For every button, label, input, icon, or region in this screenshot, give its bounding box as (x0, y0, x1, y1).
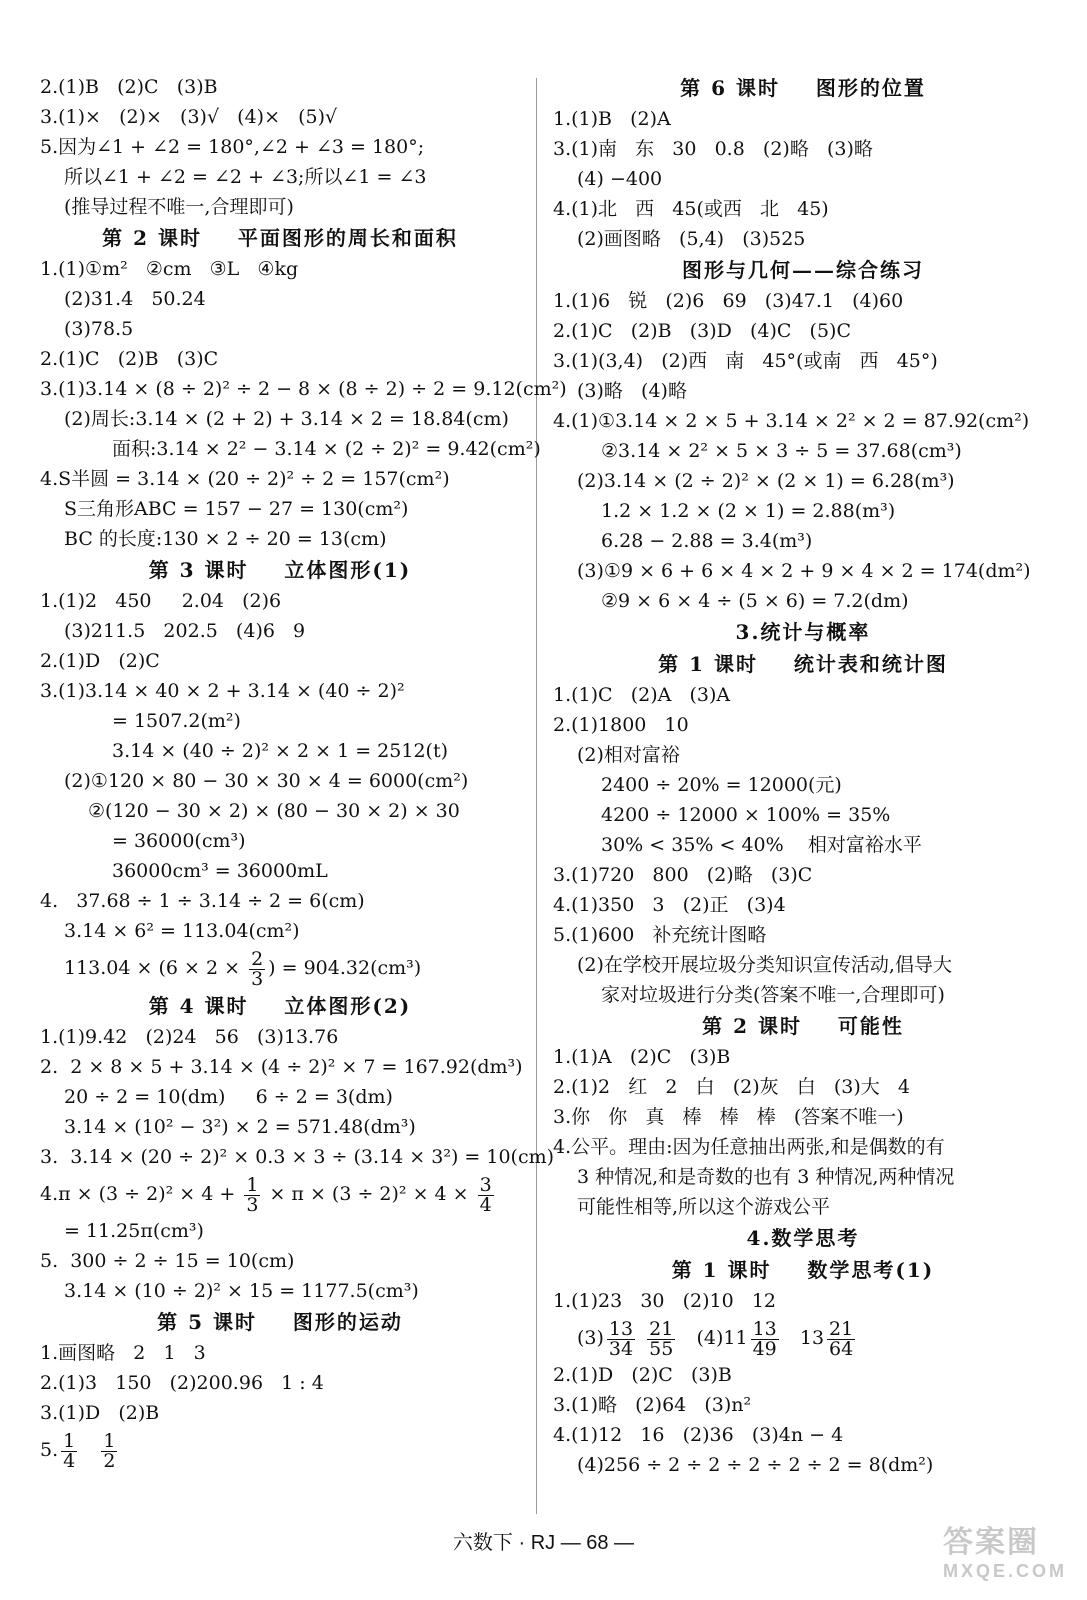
fraction: $\frac{2}{3}$ (251, 947, 264, 990)
answer-line: 1.(1)A (2)C (3)B (553, 1046, 731, 1068)
left-column (40, 72, 567, 1472)
right-column (553, 72, 1053, 1480)
answer-line: (推导过程不唯一,合理即可) (64, 196, 294, 218)
answer-line: 4.公平。理由:因为任意抽出两张,和是偶数的有 (553, 1136, 945, 1158)
answer-line: BC 的长度:130 × 2 ÷ 20 = 13(cm) (64, 528, 387, 550)
section-heading: 第 1 课时 数学思考(1) (671, 1258, 935, 1282)
answer-line: 3.(1)南 东 30 0.8 (2)略 (3)略 (553, 138, 873, 160)
answer-line: 面积:3.14 × 2² − 3.14 × (2 ÷ 2)² = 9.42(cm²) (112, 438, 541, 460)
answer-line: 1.(1)6 锐 (2)6 69 (3)47.1 (4)60 (553, 290, 904, 312)
answer-line: (3) $\frac{13}{34}$ $\frac{21}{55}$ (4)11 $\frac{13}{49}$ 13 $\frac{21}{64}$ (577, 1317, 854, 1360)
answer-line: 2.(1)1800 10 (553, 714, 689, 736)
answer-line: 4.(1)12 16 (2)36 (3)4n − 4 (553, 1424, 844, 1446)
answer-line: 4.(1)①3.14 × 2 × 5 + 3.14 × 2² × 2 = 87.92(cm²) (553, 410, 1030, 432)
answer-line: ②3.14 × 2² × 5 × 3 ÷ 5 = 37.68(cm³) (601, 440, 962, 462)
answer-line: 2.(1)3 150 (2)200.96 1 : 4 (40, 1372, 324, 1394)
answer-line: S三角形ABC = 157 − 27 = 130(cm²) (64, 498, 409, 520)
answer-line: (2)画图略 (5,4) (3)525 (577, 228, 806, 250)
fraction: $\frac{1}{2}$ (103, 1429, 116, 1472)
answer-line: = 1507.2(m²) (112, 710, 241, 732)
answer-line: (4) −400 (577, 168, 663, 190)
answer-line: 5.因为∠1 + ∠2 = 180°,∠2 + ∠3 = 180°; (40, 136, 425, 158)
section-heading: 第 2 课时 平面图形的周长和面积 (102, 226, 458, 250)
section-heading: 图形与几何——综合练习 (682, 258, 924, 282)
answer-line: 36000cm³ = 36000mL (112, 860, 328, 882)
fraction: $\frac{21}{64}$ (829, 1317, 854, 1360)
answer-line: 2.(1)D (2)C (3)B (553, 1364, 732, 1386)
answer-line: = 36000(cm³) (112, 830, 246, 852)
answer-line: 1.2 × 1.2 × (2 × 1) = 2.88(m³) (601, 500, 896, 522)
answer-line: 4.(1)北 西 45(或西 北 45) (553, 198, 829, 220)
answer-line: 3.14 × 6² = 113.04(cm²) (64, 920, 300, 942)
answer-line: (2)周长:3.14 × (2 + 2) + 3.14 × 2 = 18.84(cm) (64, 408, 509, 430)
answer-line: 1.(1)9.42 (2)24 56 (3)13.76 (40, 1026, 339, 1048)
answer-line: 3.(1)720 800 (2)略 (3)C (553, 864, 813, 886)
answer-line: 1.画图略 2 1 3 (40, 1342, 206, 1364)
answer-line: 3.你 你 真 棒 棒 棒 (答案不唯一) (553, 1106, 904, 1128)
answer-line: 20 ÷ 2 = 10(dm) 6 ÷ 2 = 3(dm) (64, 1086, 393, 1108)
answer-line: 113.04 × (6 × 2 × $\frac{2}{3}$ ) = 904.32(cm³) (64, 947, 422, 990)
answer-line: = 11.25π(cm³) (64, 1220, 204, 1242)
answer-line: (2)相对富裕 (577, 744, 680, 766)
section-heading: 第 4 课时 立体图形(2) (148, 994, 412, 1018)
answer-line: 5. 300 ÷ 2 ÷ 15 = 10(cm) (40, 1250, 295, 1272)
answer-line: 2.(1)C (2)B (3)C (40, 348, 219, 370)
answer-line: 可能性相等,所以这个游戏公平 (577, 1196, 831, 1218)
answer-line: 家对垃圾进行分类(答案不唯一,合理即可) (601, 984, 945, 1006)
fraction: $\frac{1}{3}$ (246, 1173, 259, 1216)
answer-line: 2.(1)D (2)C (40, 650, 160, 672)
answer-line: (3)略 (4)略 (577, 380, 687, 402)
answer-line: (3)①9 × 6 + 6 × 4 × 2 + 9 × 4 × 2 = 174(dm²) (577, 560, 1031, 582)
fraction: $\frac{1}{4}$ (63, 1429, 76, 1472)
answer-line: 2. 2 × 8 × 5 + 3.14 × (4 ÷ 2)² × 7 = 167.92(dm³) (40, 1056, 523, 1078)
fraction: $\frac{3}{4}$ (479, 1173, 492, 1216)
answer-line: 4.(1)350 3 (2)正 (3)4 (553, 894, 786, 916)
answer-line: 3.(1)3.14 × (8 ÷ 2)² ÷ 2 − 8 × (8 ÷ 2) ÷ 2 = 9.12(cm²) (40, 378, 567, 400)
watermark-logo: 答案圈 MXQE.COM (942, 1526, 1067, 1581)
answer-line: 所以∠1 + ∠2 = ∠2 + ∠3;所以∠1 = ∠3 (64, 166, 427, 188)
section-heading: 4.数学思考 (746, 1226, 860, 1250)
answer-line: (2)31.4 50.24 (64, 288, 206, 310)
answer-line: 2.(1)C (2)B (3)D (4)C (5)C (553, 320, 851, 342)
answer-line: (2)①120 × 80 − 30 × 30 × 4 = 6000(cm²) (64, 770, 469, 792)
section-heading: 第 2 课时 可能性 (702, 1014, 904, 1038)
answer-line: 1.(1)B (2)A (553, 108, 671, 130)
answer-line: 1.(1)2 450 2.04 (2)6 (40, 590, 282, 612)
fraction: $\frac{13}{34}$ (608, 1317, 634, 1360)
answer-line: ②(120 − 30 × 2) × (80 − 30 × 2) × 30 (88, 800, 460, 822)
fraction: $\frac{21}{55}$ (649, 1317, 674, 1360)
answer-line: (3)78.5 (64, 318, 134, 340)
section-heading: 第 1 课时 统计表和统计图 (658, 652, 948, 676)
answer-line: (4)256 ÷ 2 ÷ 2 ÷ 2 ÷ 2 ÷ 2 = 8(dm²) (577, 1454, 934, 1476)
answer-line: 3.(1)(3,4) (2)西 南 45°(或南 西 45°) (553, 350, 938, 372)
answer-line: 4.π × (3 ÷ 2)² × 4 + $\frac{1}{3}$ × π × (3 ÷ 2)² × 4 × $\frac{3}{4}$ (40, 1173, 492, 1216)
answer-line: 3.14 × (10 ÷ 2)² × 15 = 1177.5(cm³) (64, 1280, 419, 1302)
section-heading: 第 3 课时 立体图形(1) (148, 558, 412, 582)
section-heading: 第 5 课时 图形的运动 (157, 1310, 403, 1334)
answer-line: 3.(1)3.14 × 40 × 2 + 3.14 × (40 ÷ 2)² (40, 680, 405, 702)
answer-line: 2400 ÷ 20% = 12000(元) (601, 774, 842, 796)
answer-line: 1.(1)①m² ②cm ③L ④kg (40, 258, 299, 280)
answer-line: (2)3.14 × (2 ÷ 2)² × (2 × 1) = 6.28(m³) (577, 470, 955, 492)
answer-line: 4. 37.68 ÷ 1 ÷ 3.14 ÷ 2 = 6(cm) (40, 890, 365, 912)
answer-line: 2.(1)2 红 2 白 (2)灰 白 (3)大 4 (553, 1076, 910, 1098)
page-footer: 六数下 · RJ — 68 — (452, 1532, 635, 1554)
answer-line: 5. $\frac{1}{4}$ $\frac{1}{2}$ (40, 1429, 116, 1472)
section-heading: 第 6 课时 图形的位置 (680, 76, 926, 100)
answer-line: 3.(1)略 (2)64 (3)n² (553, 1394, 752, 1416)
answer-line: 3.(1)× (2)× (3)√ (4)× (5)√ (40, 106, 338, 128)
answer-line: ②9 × 6 × 4 ÷ (5 × 6) = 7.2(dm) (601, 590, 909, 612)
answer-line: 3.(1)D (2)B (40, 1402, 160, 1424)
answer-line: 3.14 × (40 ÷ 2)² × 2 × 1 = 2512(t) (112, 740, 448, 762)
answer-line: 4.S半圆 = 3.14 × (20 ÷ 2)² ÷ 2 = 157(cm²) (40, 468, 450, 490)
answer-line: 1.(1)23 30 (2)10 12 (553, 1290, 777, 1312)
answer-line: 6.28 − 2.88 = 3.4(m³) (601, 530, 813, 552)
section-heading: 3.统计与概率 (735, 620, 871, 644)
answer-line: (2)在学校开展垃圾分类知识宣传活动,倡导大 (577, 954, 952, 976)
answer-line: 3 种情况,和是奇数的也有 3 种情况,两种情况 (577, 1166, 955, 1188)
answer-line: 5.(1)600 补充统计图略 (553, 924, 767, 946)
answer-line: 4200 ÷ 12000 × 100% = 35% (601, 804, 891, 826)
answer-line: 3. 3.14 × (20 ÷ 2)² × 0.3 × 3 ÷ (3.14 × 3²) = 10(cm) (40, 1146, 555, 1168)
answer-line: (3)211.5 202.5 (4)6 9 (64, 620, 306, 642)
answer-line: 30% < 35% < 40% 相对富裕水平 (601, 834, 922, 856)
answer-line: 1.(1)C (2)A (3)A (553, 684, 731, 706)
column-divider (536, 78, 537, 1514)
answer-line: 2.(1)B (2)C (3)B (40, 76, 218, 98)
fraction: $\frac{13}{49}$ (752, 1317, 777, 1360)
answer-line: 3.14 × (10² − 3²) × 2 = 571.48(dm³) (64, 1116, 416, 1138)
